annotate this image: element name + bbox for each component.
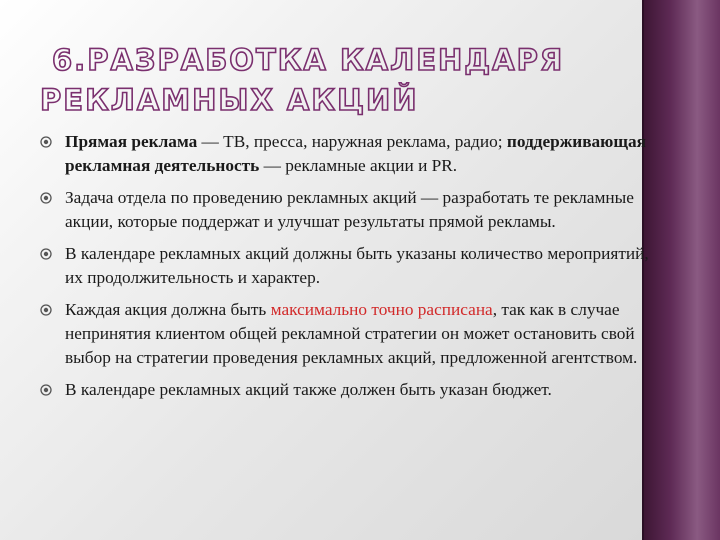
bullet-list bbox=[40, 130, 652, 410]
bullet-2-text: Задача отдела по проведению рекламных акций — разработать те рекламные акции, которые поддержат и улучшат результаты прямой рекламы. bbox=[65, 188, 634, 231]
bullet-5-text: В календаре рекламных акций также должен быть указан бюджет. bbox=[65, 380, 552, 399]
bullet-4-highlight: максимально точно расписана bbox=[270, 300, 493, 319]
radio-bullet-icon bbox=[40, 248, 52, 260]
slide-title bbox=[40, 40, 600, 120]
bullet-4-text-before: Каждая акция должна быть bbox=[65, 300, 271, 319]
bullet-item-4 bbox=[40, 298, 652, 370]
slide-title-line-1: 6.РАЗРАБОТКА КАЛЕНДАРЯ bbox=[52, 43, 565, 77]
slide-title-line-2: РЕКЛАМНЫХ АКЦИЙ bbox=[40, 83, 419, 117]
accent-bar bbox=[644, 0, 720, 540]
radio-bullet-icon bbox=[40, 384, 52, 396]
bullet-1-text-2: — рекламные акции и PR. bbox=[259, 156, 458, 175]
bullet-item-5 bbox=[40, 378, 652, 402]
bullet-4-text-after: , так как в случае непринятия клиентом общей рекламной стратегии он может остановить свой выбор на стратегии проведения рекламных акций, предложенной агентством. bbox=[65, 300, 638, 367]
radio-bullet-icon bbox=[40, 136, 52, 148]
bullet-1-text-1: — ТВ, пресса, наружная реклама, радио; bbox=[197, 132, 507, 151]
bullet-1-bold-1: Прямая реклама bbox=[65, 132, 198, 151]
bullet-item-1 bbox=[40, 130, 652, 178]
bullet-item-2 bbox=[40, 186, 652, 234]
radio-bullet-icon bbox=[40, 192, 52, 204]
bullet-item-3 bbox=[40, 242, 652, 290]
radio-bullet-icon bbox=[40, 304, 52, 316]
bullet-1-bold-2: поддерживающая рекламная деятельность bbox=[65, 132, 646, 175]
bullet-3-text: В календаре рекламных акций должны быть указаны количество мероприятий, их продолжительность и характер. bbox=[65, 244, 649, 287]
